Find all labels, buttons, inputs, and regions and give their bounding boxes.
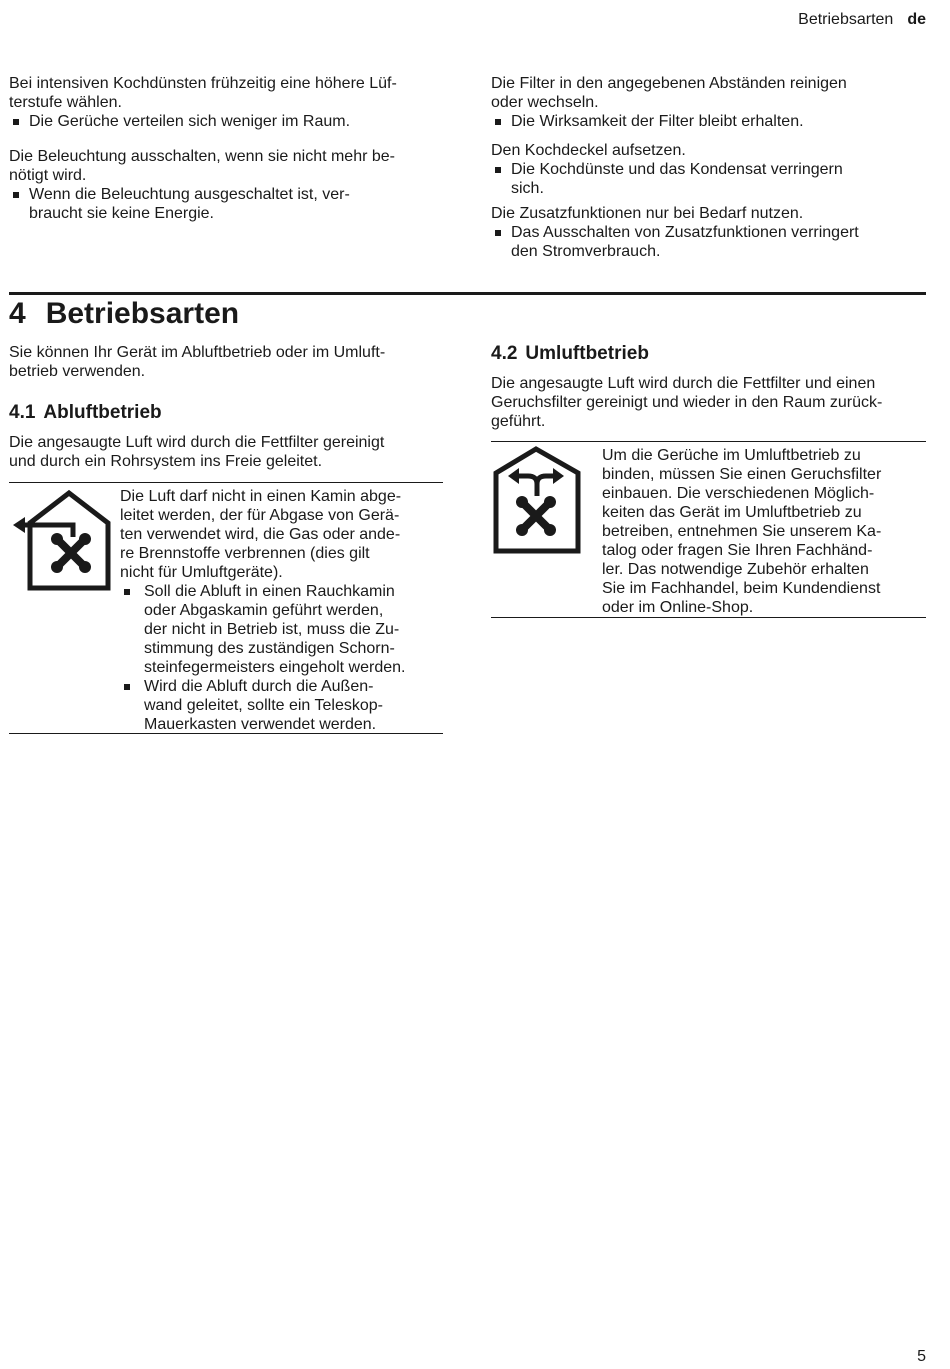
tip-text: Bei intensiven Kochdünsten frühzeitig eine höhere Lüf- terstufe wählen. <box>9 75 397 111</box>
house-recirculation-fan-icon <box>492 446 582 554</box>
note-text: Um die Gerüche im Umluftbetrieb zu binden, müssen Sie einen Geruchsfilter einbauen. Die verschiedenen Möglich- keiten das Gerät im Umluftbetrieb zu betreiben, entnehmen Sie unserem Ka- talog oder fragen Sie Ihren Fachhänd- ler. Das notwendige Zubehör erhalten Sie im Fachhandel, beim Kundendienst oder im Online-Shop. <box>602 447 882 616</box>
header-section: Betriebsarten <box>798 11 894 28</box>
section-heading-umluft <box>491 342 649 366</box>
note-abluft <box>9 482 443 734</box>
tip-text: Den Kochdeckel aufsetzen. <box>491 142 686 159</box>
tips-right-column <box>491 74 931 273</box>
chapter-intro: Sie können Ihr Gerät im Abluftbetrieb oder im Umluft- betrieb verwenden. <box>9 344 386 380</box>
tip-text: Die Zusatzfunktionen nur bei Bedarf nutzen. <box>491 205 804 222</box>
tip-bullet: Die Wirksamkeit der Filter bleibt erhalten. <box>491 112 931 131</box>
house-exhaust-fan-icon <box>11 487 111 591</box>
header-language: de <box>907 11 926 28</box>
note-bullet: Wird die Abluft durch die Außen- wand geleitet, sollte ein Teleskop- Mauerkasten verwendet werden. <box>120 677 442 734</box>
tip-text: Die Beleuchtung ausschalten, wenn sie nicht mehr be- nötigt wird. <box>9 148 395 184</box>
note-text: Die Luft darf nicht in einen Kamin abge- leitet werden, der für Abgase von Gerä- ten verwendet wird, die Gas oder ande- re Brennstoffe verbrennen (dies gilt nicht für Umluftgeräte). <box>120 488 402 581</box>
chapter-rule <box>9 292 926 295</box>
section-number: 4.1 <box>9 402 36 423</box>
section-text: Die angesaugte Luft wird durch die Fettfilter und einen Geruchsfilter gereinigt und wieder in den Raum zurück- geführt. <box>491 375 883 430</box>
chapter-title-text: Betriebsarten <box>45 297 240 330</box>
note-bullet: Soll die Abluft in einen Rauchkamin oder Abgaskamin geführt werden, der nicht in Betrieb ist, muss die Zu- stimmung des zuständigen Schorn- steinfegermeisters eingeholt werden. <box>120 582 442 677</box>
tips-left-column <box>9 74 439 235</box>
tip-bullet: Die Gerüche verteilen sich weniger im Raum. <box>9 112 439 131</box>
section-title: Abluftbetrieb <box>43 402 162 423</box>
tip-block <box>491 141 931 198</box>
running-header <box>798 10 926 30</box>
tip-bullet: Wenn die Beleuchtung ausgeschaltet ist, ver- braucht sie keine Energie. <box>9 185 439 223</box>
tip-text: Die Filter in den angegebenen Abständen reinigen oder wechseln. <box>491 75 847 111</box>
page-number: 5 <box>917 1348 926 1365</box>
section-text: Die angesaugte Luft wird durch die Fettfilter gereinigt und durch ein Rohrsystem ins Freie geleitet. <box>9 434 385 470</box>
section-title: Umluftbetrieb <box>525 343 649 364</box>
section-number: 4.2 <box>491 343 518 364</box>
note-content <box>120 487 442 734</box>
tip-bullet: Die Kochdünste und das Kondensat verringern sich. <box>491 160 931 198</box>
chapter-number: 4 <box>9 297 26 330</box>
note-umluft <box>491 441 926 618</box>
tip-block <box>9 147 439 223</box>
tip-block <box>491 204 931 261</box>
section-heading-abluft <box>9 401 162 425</box>
chapter-title <box>9 296 239 332</box>
tip-block <box>491 74 931 131</box>
tip-bullet: Das Ausschalten von Zusatzfunktionen verringert den Stromverbrauch. <box>491 223 931 261</box>
tip-block <box>9 74 439 131</box>
